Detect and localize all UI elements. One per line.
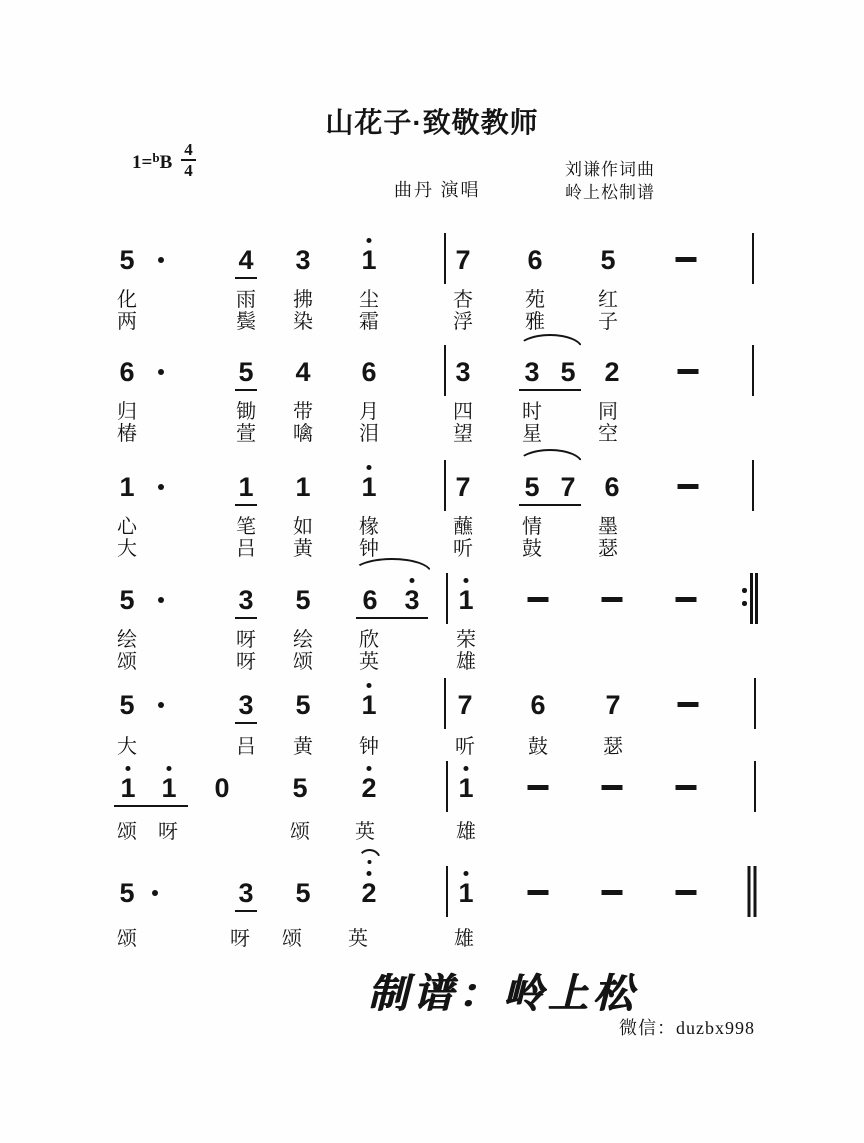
note-digit-text: 1 bbox=[120, 773, 136, 803]
note-digit-text: 1 bbox=[361, 472, 377, 502]
lyric-syllable: 呀 bbox=[230, 928, 250, 950]
dash-note bbox=[528, 890, 549, 895]
dash-note bbox=[602, 597, 623, 602]
lyric-syllable: 噙 bbox=[293, 423, 313, 445]
key-letter: B bbox=[159, 152, 173, 173]
lyric-syllable: 萱 bbox=[236, 423, 256, 445]
note-digit-text: 1 bbox=[361, 690, 377, 720]
repeat-dot bbox=[742, 601, 747, 606]
note-digit-text: 3 bbox=[404, 585, 420, 615]
lyric-syllable: 英 bbox=[355, 821, 375, 843]
note-digit bbox=[161, 774, 176, 802]
augmentation-dot bbox=[158, 484, 164, 490]
lyric-syllable: 黄 bbox=[293, 538, 313, 560]
note-digit-text: 6 bbox=[362, 585, 378, 615]
barline bbox=[752, 345, 754, 396]
note-digit bbox=[404, 586, 419, 614]
repeat-barline-thin bbox=[750, 573, 753, 624]
lyric-syllable: 英 bbox=[359, 651, 379, 673]
slur-arc bbox=[517, 449, 583, 464]
lyric-syllable: 空 bbox=[598, 423, 618, 445]
lyric-syllable: 听 bbox=[455, 736, 475, 758]
lyric-syllable: 呀 bbox=[158, 821, 178, 843]
meter-numerator: 4 bbox=[181, 141, 196, 161]
lyric-syllable: 望 bbox=[453, 423, 473, 445]
calligraphy-signature: 制谱：岭上松 bbox=[368, 971, 638, 1016]
dash-note bbox=[678, 702, 699, 707]
note-digit bbox=[214, 774, 229, 802]
slur-arc bbox=[352, 558, 432, 573]
note-digit-text: 1 bbox=[295, 472, 311, 502]
barline bbox=[752, 233, 754, 284]
octave-dot bbox=[367, 238, 372, 243]
lyric-syllable: 呀 bbox=[236, 629, 256, 651]
note-digit bbox=[295, 246, 310, 274]
lyric-syllable: 颂 bbox=[290, 821, 310, 843]
note-digit-text: 3 bbox=[455, 357, 471, 387]
note-digit bbox=[524, 473, 539, 501]
note-digit bbox=[361, 879, 376, 907]
notation-credit: 岭上松制谱 bbox=[565, 183, 655, 202]
lyric-syllable: 笔 bbox=[236, 516, 256, 538]
dash-note bbox=[678, 369, 699, 374]
lyric-syllable: 鬓 bbox=[236, 311, 256, 333]
note-digit bbox=[292, 774, 307, 802]
note-digit bbox=[458, 879, 473, 907]
note-digit bbox=[119, 691, 134, 719]
lyric-syllable: 化 bbox=[117, 289, 137, 311]
note-digit-text: 5 bbox=[295, 585, 311, 615]
flat-sign: b bbox=[152, 150, 160, 165]
note-digit bbox=[238, 473, 253, 501]
note-digit-text: 6 bbox=[361, 357, 377, 387]
note-digit bbox=[455, 358, 470, 386]
note-digit-text: 5 bbox=[119, 690, 135, 720]
lyric-syllable: 雄 bbox=[456, 651, 476, 673]
augmentation-dot bbox=[158, 702, 164, 708]
note-digit-text: 1 bbox=[361, 245, 377, 275]
barline bbox=[446, 573, 448, 624]
octave-dot bbox=[464, 766, 469, 771]
dash-note bbox=[528, 785, 549, 790]
octave-dot bbox=[410, 578, 415, 583]
note-digit bbox=[295, 691, 310, 719]
wechat-contact: 微信：duzbx998 bbox=[619, 1018, 755, 1038]
beam-line bbox=[235, 389, 257, 392]
note-digit bbox=[295, 879, 310, 907]
note-digit-text: 3 bbox=[238, 585, 254, 615]
lyric-syllable: 绘 bbox=[117, 629, 137, 651]
lyric-syllable: 尘 bbox=[359, 289, 379, 311]
note-digit bbox=[119, 879, 134, 907]
time-signature bbox=[181, 141, 196, 179]
barline bbox=[444, 678, 446, 729]
note-digit bbox=[362, 586, 377, 614]
augmentation-dot bbox=[152, 890, 158, 896]
lyric-syllable: 染 bbox=[293, 311, 313, 333]
note-digit bbox=[238, 879, 253, 907]
beam-line bbox=[356, 617, 428, 620]
note-digit-text: 6 bbox=[119, 357, 135, 387]
lyric-syllable: 欣 bbox=[359, 629, 379, 651]
note-digit-text: 7 bbox=[560, 472, 576, 502]
lyric-syllable: 雄 bbox=[454, 928, 474, 950]
augmentation-dot bbox=[158, 369, 164, 375]
lyric-syllable: 两 bbox=[117, 311, 137, 333]
repeat-barline bbox=[742, 573, 758, 624]
note-digit bbox=[530, 691, 545, 719]
lyric-syllable: 颂 bbox=[117, 928, 137, 950]
lyric-syllable: 瑟 bbox=[598, 538, 618, 560]
barline bbox=[754, 761, 756, 812]
note-digit-text: 7 bbox=[457, 690, 473, 720]
note-digit-text: 7 bbox=[605, 690, 621, 720]
octave-dot bbox=[367, 465, 372, 470]
note-digit-text: 5 bbox=[119, 245, 135, 275]
note-digit-text: 3 bbox=[238, 690, 254, 720]
lyric-syllable: 星 bbox=[522, 423, 542, 445]
barline bbox=[444, 460, 446, 511]
lyric-syllable: 子 bbox=[598, 311, 618, 333]
note-digit bbox=[458, 774, 473, 802]
lyric-syllable: 吕 bbox=[236, 538, 256, 560]
note-digit-text: 7 bbox=[455, 245, 471, 275]
beam-line bbox=[235, 277, 257, 280]
lyric-syllable: 四 bbox=[453, 401, 473, 423]
note-digit bbox=[119, 586, 134, 614]
note-digit bbox=[238, 691, 253, 719]
note-digit-text: 3 bbox=[295, 245, 311, 275]
octave-dot bbox=[367, 766, 372, 771]
final-barline-thick bbox=[754, 866, 757, 917]
beam-line bbox=[235, 910, 257, 913]
lyric-syllable: 浮 bbox=[453, 311, 473, 333]
barline bbox=[446, 761, 448, 812]
lyric-syllable: 拂 bbox=[293, 289, 313, 311]
lyric-syllable: 月 bbox=[359, 401, 379, 423]
lyric-syllable: 心 bbox=[117, 516, 137, 538]
note-digit-text: 2 bbox=[361, 773, 377, 803]
beam-line bbox=[235, 617, 257, 620]
note-digit-text: 1 bbox=[458, 773, 474, 803]
note-digit-text: 2 bbox=[604, 357, 620, 387]
lyric-syllable: 荣 bbox=[456, 629, 476, 651]
note-digit bbox=[361, 774, 376, 802]
lyric-syllable: 墨 bbox=[598, 516, 618, 538]
beam-line bbox=[519, 504, 581, 507]
note-digit bbox=[361, 473, 376, 501]
beam-line bbox=[235, 722, 257, 725]
note-digit bbox=[295, 358, 310, 386]
lyric-syllable: 红 bbox=[598, 289, 618, 311]
note-digit-text: 5 bbox=[524, 472, 540, 502]
dash-note bbox=[676, 785, 697, 790]
fermata-icon bbox=[367, 860, 371, 864]
lyric-syllable: 椿 bbox=[117, 423, 137, 445]
slur-arc bbox=[517, 334, 583, 349]
lyric-syllable: 雅 bbox=[525, 311, 545, 333]
barline bbox=[446, 866, 448, 917]
lyric-syllable: 雄 bbox=[456, 821, 476, 843]
dash-note bbox=[676, 890, 697, 895]
note-digit bbox=[455, 473, 470, 501]
lyric-syllable: 鼓 bbox=[528, 736, 548, 758]
lyric-syllable: 颂 bbox=[117, 821, 137, 843]
note-digit-text: 5 bbox=[600, 245, 616, 275]
note-digit bbox=[600, 246, 615, 274]
credits-block bbox=[565, 158, 655, 204]
lyric-syllable: 锄 bbox=[236, 401, 256, 423]
dash-note bbox=[528, 597, 549, 602]
note-digit bbox=[458, 586, 473, 614]
beam-line bbox=[114, 805, 188, 808]
dash-note bbox=[602, 890, 623, 895]
note-digit bbox=[605, 691, 620, 719]
lyric-syllable: 蘸 bbox=[453, 516, 473, 538]
barline bbox=[752, 460, 754, 511]
augmentation-dot bbox=[158, 257, 164, 263]
dash-note bbox=[678, 484, 699, 489]
lyric-syllable: 泪 bbox=[359, 423, 379, 445]
note-digit bbox=[295, 586, 310, 614]
lyric-syllable: 情 bbox=[522, 516, 542, 538]
lyric-syllable: 如 bbox=[293, 516, 313, 538]
note-digit bbox=[457, 691, 472, 719]
note-digit-text: 1 bbox=[119, 472, 135, 502]
note-digit bbox=[604, 358, 619, 386]
note-digit bbox=[238, 586, 253, 614]
note-digit bbox=[527, 246, 542, 274]
lyric-syllable: 颂 bbox=[282, 928, 302, 950]
note-digit bbox=[524, 358, 539, 386]
meter-denominator: 4 bbox=[184, 161, 193, 180]
octave-dot bbox=[367, 683, 372, 688]
lyric-syllable: 鼓 bbox=[522, 538, 542, 560]
dash-note bbox=[676, 597, 697, 602]
lyric-syllable: 瑟 bbox=[603, 736, 623, 758]
composer-credit: 刘谦作词曲 bbox=[565, 160, 655, 179]
final-barline bbox=[748, 866, 757, 917]
note-digit-text: 1 bbox=[458, 585, 474, 615]
lyric-syllable: 带 bbox=[293, 401, 313, 423]
note-digit-text: 4 bbox=[238, 245, 254, 275]
octave-dot bbox=[126, 766, 131, 771]
lyric-syllable: 英 bbox=[348, 928, 368, 950]
note-digit-text: 3 bbox=[524, 357, 540, 387]
note-digit bbox=[238, 246, 253, 274]
lyric-syllable: 霜 bbox=[359, 311, 379, 333]
octave-dot bbox=[464, 578, 469, 583]
lyric-syllable: 大 bbox=[117, 736, 137, 758]
final-barline-thin bbox=[748, 866, 751, 917]
note-digit-text: 5 bbox=[292, 773, 308, 803]
note-digit-text: 6 bbox=[530, 690, 546, 720]
dash-note bbox=[676, 257, 697, 262]
lyric-syllable: 归 bbox=[117, 401, 137, 423]
note-digit-text: 1 bbox=[238, 472, 254, 502]
note-digit-text: 5 bbox=[295, 690, 311, 720]
note-digit bbox=[120, 774, 135, 802]
barline bbox=[444, 345, 446, 396]
barline bbox=[444, 233, 446, 284]
note-digit-text: 5 bbox=[119, 585, 135, 615]
octave-dot bbox=[167, 766, 172, 771]
note-digit-text: 5 bbox=[560, 357, 576, 387]
lyric-syllable: 绘 bbox=[293, 629, 313, 651]
note-digit bbox=[560, 358, 575, 386]
note-digit-text: 7 bbox=[455, 472, 471, 502]
lyric-syllable: 吕 bbox=[236, 736, 256, 758]
lyric-syllable: 颂 bbox=[117, 651, 137, 673]
song-title: 山花子·致敬教师 bbox=[325, 107, 539, 138]
lyric-syllable: 听 bbox=[453, 538, 473, 560]
note-digit bbox=[361, 246, 376, 274]
key-tonic: 1= bbox=[132, 152, 153, 173]
note-digit-text: 0 bbox=[214, 773, 230, 803]
note-digit bbox=[604, 473, 619, 501]
note-digit-text: 6 bbox=[604, 472, 620, 502]
note-digit bbox=[295, 473, 310, 501]
note-digit bbox=[119, 358, 134, 386]
note-digit-text: 1 bbox=[161, 773, 177, 803]
lyric-syllable: 颂 bbox=[293, 651, 313, 673]
repeat-barline-thick bbox=[755, 573, 758, 624]
note-digit bbox=[560, 473, 575, 501]
note-digit bbox=[119, 473, 134, 501]
repeat-dot bbox=[742, 588, 747, 593]
lyric-syllable: 苑 bbox=[525, 289, 545, 311]
lyric-syllable: 黄 bbox=[293, 736, 313, 758]
note-digit-text: 5 bbox=[238, 357, 254, 387]
note-digit bbox=[455, 246, 470, 274]
octave-dot bbox=[367, 871, 372, 876]
dash-note bbox=[602, 785, 623, 790]
note-digit bbox=[361, 358, 376, 386]
beam-line bbox=[519, 389, 581, 392]
note-digit-text: 5 bbox=[295, 878, 311, 908]
lyric-syllable: 呀 bbox=[236, 651, 256, 673]
note-digit bbox=[119, 246, 134, 274]
lyric-syllable: 雨 bbox=[236, 289, 256, 311]
lyric-syllable: 时 bbox=[522, 401, 542, 423]
note-digit-text: 4 bbox=[295, 357, 311, 387]
performer-credit: 曲丹 演唱 bbox=[394, 180, 481, 200]
beam-line bbox=[235, 504, 257, 507]
note-digit bbox=[238, 358, 253, 386]
lyric-syllable: 杏 bbox=[453, 289, 473, 311]
augmentation-dot bbox=[158, 597, 164, 603]
lyric-syllable: 同 bbox=[598, 401, 618, 423]
note-digit-text: 1 bbox=[458, 878, 474, 908]
note-digit-text: 3 bbox=[238, 878, 254, 908]
lyric-syllable: 大 bbox=[117, 538, 137, 560]
note-digit-text: 2 bbox=[361, 878, 377, 908]
note-digit-text: 6 bbox=[527, 245, 543, 275]
barline bbox=[754, 678, 756, 729]
lyric-syllable: 钟 bbox=[359, 736, 379, 758]
lyric-syllable: 钟 bbox=[359, 538, 379, 560]
note-digit bbox=[361, 691, 376, 719]
key-signature bbox=[132, 141, 196, 179]
octave-dot bbox=[464, 871, 469, 876]
note-digit-text: 5 bbox=[119, 878, 135, 908]
lyric-syllable: 椽 bbox=[359, 516, 379, 538]
